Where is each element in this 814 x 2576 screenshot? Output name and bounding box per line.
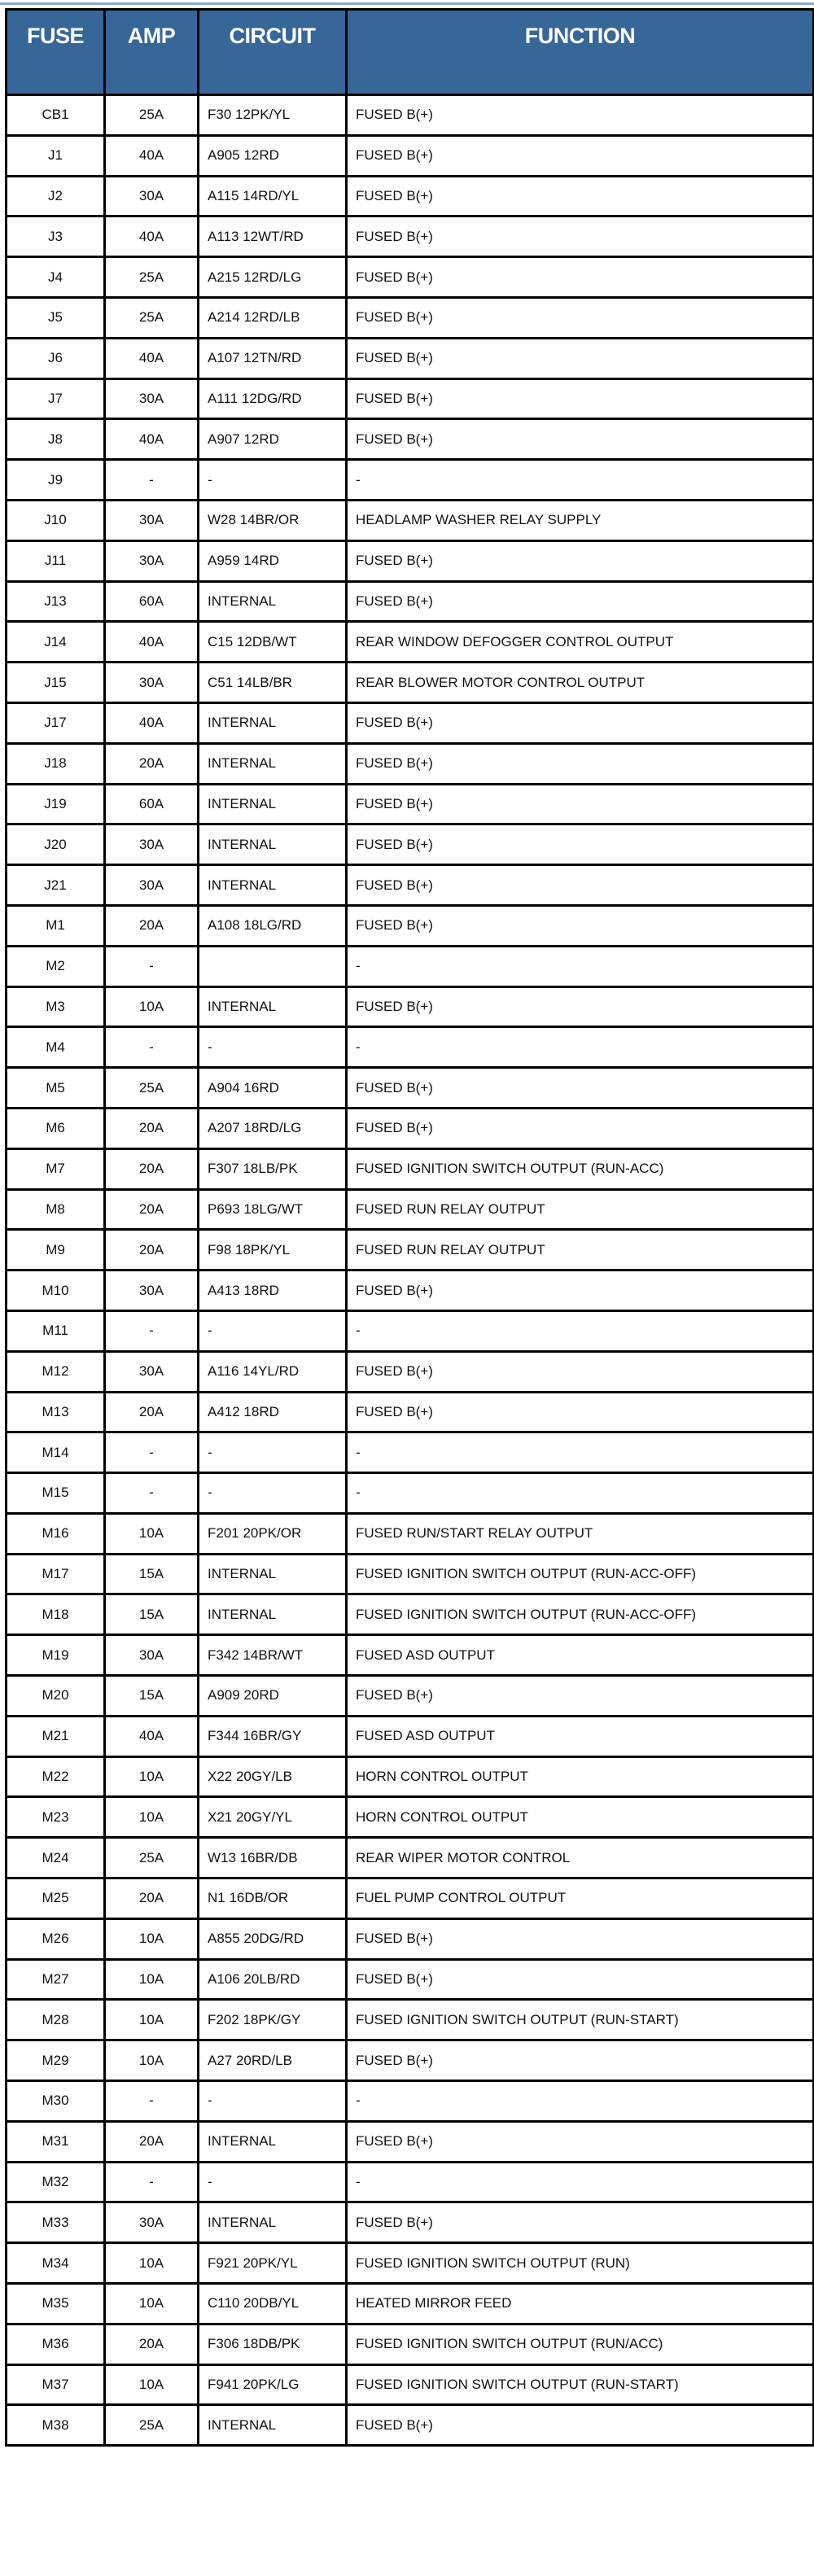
- cell-function: FUSED B(+): [347, 338, 814, 378]
- cell-circuit: A215 12RD/LG: [199, 257, 347, 298]
- cell-fuse: J1: [7, 135, 105, 176]
- cell-amp: 25A: [105, 1068, 199, 1109]
- cell-circuit: A115 14RD/YL: [199, 176, 347, 216]
- cell-fuse: M21: [7, 1716, 105, 1756]
- cell-amp: 30A: [105, 540, 199, 581]
- cell-circuit: INTERNAL: [199, 824, 347, 865]
- cell-function: FUSED IGNITION SWITCH OUTPUT (RUN): [347, 2243, 814, 2284]
- table-row: [7, 2040, 814, 2081]
- cell-fuse: J4: [7, 257, 105, 298]
- cell-function: -: [347, 1027, 814, 1068]
- cell-fuse: J6: [7, 338, 105, 378]
- table-row: [7, 1676, 814, 1717]
- cell-amp: 20A: [105, 1878, 199, 1919]
- cell-function: FUSED ASD OUTPUT: [347, 1635, 814, 1676]
- table-row: [7, 1189, 814, 1230]
- cell-circuit: INTERNAL: [199, 2405, 347, 2446]
- cell-circuit: A107 12TN/RD: [199, 338, 347, 378]
- cell-circuit: F344 16BR/GY: [199, 1716, 347, 1756]
- cell-amp: 10A: [105, 1918, 199, 1959]
- cell-function: -: [347, 2162, 814, 2202]
- table-row: [7, 500, 814, 540]
- cell-function: FUSED IGNITION SWITCH OUTPUT (RUN-ACC): [347, 1148, 814, 1189]
- table-row: [7, 1797, 814, 1838]
- cell-fuse: CB1: [7, 95, 105, 136]
- cell-fuse: J13: [7, 581, 105, 622]
- table-row: [7, 1716, 814, 1756]
- cell-fuse: M31: [7, 2121, 105, 2162]
- cell-circuit: INTERNAL: [199, 743, 347, 784]
- cell-amp: 25A: [105, 1838, 199, 1878]
- cell-circuit: P693 18LG/WT: [199, 1189, 347, 1230]
- cell-function: FUSED IGNITION SWITCH OUTPUT (RUN-ACC-OFF): [347, 1594, 814, 1635]
- cell-function: FUSED B(+): [347, 2202, 814, 2243]
- cell-function: FUSED B(+): [347, 1392, 814, 1432]
- table-row: [7, 1068, 814, 1109]
- cell-amp: 40A: [105, 622, 199, 663]
- cell-fuse: M6: [7, 1108, 105, 1148]
- cell-amp: 30A: [105, 378, 199, 419]
- cell-function: FUSED B(+): [347, 824, 814, 865]
- cell-circuit: A959 14RD: [199, 540, 347, 581]
- table-row: [7, 1271, 814, 1311]
- cell-circuit: A207 18RD/LG: [199, 1108, 347, 1148]
- table-row: [7, 1310, 814, 1351]
- cell-fuse: M18: [7, 1594, 105, 1635]
- cell-circuit: X22 20GY/LB: [199, 1756, 347, 1797]
- cell-function: FUSED B(+): [347, 986, 814, 1027]
- cell-fuse: M26: [7, 1918, 105, 1959]
- cell-circuit: -: [199, 2162, 347, 2202]
- table-row: [7, 663, 814, 703]
- cell-circuit: A111 12DG/RD: [199, 378, 347, 419]
- cell-circuit: [199, 946, 347, 986]
- cell-function: FUSED B(+): [347, 95, 814, 136]
- table-row: [7, 419, 814, 460]
- cell-function: FUSED IGNITION SWITCH OUTPUT (RUN-START): [347, 2364, 814, 2405]
- table-row: [7, 2405, 814, 2446]
- cell-circuit: X21 20GY/YL: [199, 1797, 347, 1838]
- table-row: [7, 2324, 814, 2364]
- cell-fuse: J7: [7, 378, 105, 419]
- cell-amp: 20A: [105, 1392, 199, 1432]
- cell-fuse: M4: [7, 1027, 105, 1068]
- cell-fuse: M12: [7, 1351, 105, 1392]
- cell-amp: 10A: [105, 1797, 199, 1838]
- cell-fuse: M16: [7, 1513, 105, 1554]
- cell-circuit: -: [199, 1027, 347, 1068]
- cell-amp: 40A: [105, 216, 199, 257]
- cell-circuit: A413 18RD: [199, 1271, 347, 1311]
- cell-fuse: M34: [7, 2243, 105, 2284]
- cell-circuit: -: [199, 1310, 347, 1351]
- cell-fuse: M15: [7, 1473, 105, 1514]
- cell-function: FUSED B(+): [347, 784, 814, 824]
- cell-function: FUSED B(+): [347, 176, 814, 216]
- table-row: [7, 581, 814, 622]
- cell-function: FUSED ASD OUTPUT: [347, 1716, 814, 1756]
- cell-function: FUSED B(+): [347, 1068, 814, 1109]
- cell-function: -: [347, 1473, 814, 1514]
- cell-amp: 60A: [105, 784, 199, 824]
- cell-circuit: INTERNAL: [199, 865, 347, 906]
- cell-fuse: J5: [7, 297, 105, 338]
- cell-fuse: M19: [7, 1635, 105, 1676]
- cell-fuse: J15: [7, 663, 105, 703]
- cell-amp: 40A: [105, 135, 199, 176]
- table-row: [7, 1554, 814, 1594]
- cell-function: FUSED B(+): [347, 1271, 814, 1311]
- cell-fuse: J19: [7, 784, 105, 824]
- table-row: [7, 135, 814, 176]
- cell-amp: 10A: [105, 1513, 199, 1554]
- cell-amp: 25A: [105, 2405, 199, 2446]
- cell-amp: 40A: [105, 702, 199, 743]
- table-row: [7, 2081, 814, 2122]
- cell-function: FUEL PUMP CONTROL OUTPUT: [347, 1878, 814, 1919]
- cell-function: FUSED B(+): [347, 2405, 814, 2446]
- cell-amp: -: [105, 1310, 199, 1351]
- cell-circuit: C15 12DB/WT: [199, 622, 347, 663]
- header-function: FUNCTION: [347, 10, 814, 95]
- cell-amp: 20A: [105, 2121, 199, 2162]
- cell-circuit: F201 20PK/OR: [199, 1513, 347, 1554]
- cell-fuse: M38: [7, 2405, 105, 2446]
- cell-circuit: F306 18DB/PK: [199, 2324, 347, 2364]
- cell-fuse: J11: [7, 540, 105, 581]
- top-divider-line: [0, 2, 814, 5]
- cell-amp: -: [105, 2081, 199, 2122]
- table-row: [7, 946, 814, 986]
- cell-function: FUSED B(+): [347, 1108, 814, 1148]
- cell-fuse: J17: [7, 702, 105, 743]
- cell-circuit: INTERNAL: [199, 2121, 347, 2162]
- cell-function: FUSED B(+): [347, 865, 814, 906]
- cell-fuse: M17: [7, 1554, 105, 1594]
- table-row: [7, 2121, 814, 2162]
- cell-amp: 30A: [105, 500, 199, 540]
- cell-fuse: J18: [7, 743, 105, 784]
- cell-function: FUSED B(+): [347, 2040, 814, 2081]
- cell-circuit: C51 14LB/BR: [199, 663, 347, 703]
- cell-circuit: INTERNAL: [199, 702, 347, 743]
- table-row: [7, 1756, 814, 1797]
- cell-circuit: INTERNAL: [199, 1554, 347, 1594]
- table-row: [7, 1878, 814, 1919]
- table-row: [7, 176, 814, 216]
- cell-fuse: M5: [7, 1068, 105, 1109]
- cell-amp: 10A: [105, 2000, 199, 2040]
- cell-amp: 10A: [105, 1756, 199, 1797]
- table-row: [7, 1594, 814, 1635]
- table-row: [7, 257, 814, 298]
- cell-function: FUSED B(+): [347, 2121, 814, 2162]
- cell-function: -: [347, 2081, 814, 2122]
- cell-amp: 30A: [105, 865, 199, 906]
- cell-function: FUSED B(+): [347, 1918, 814, 1959]
- table-row: [7, 378, 814, 419]
- cell-circuit: W13 16BR/DB: [199, 1838, 347, 1878]
- cell-amp: 30A: [105, 1635, 199, 1676]
- cell-amp: 40A: [105, 1716, 199, 1756]
- cell-amp: 30A: [105, 176, 199, 216]
- cell-circuit: C110 20DB/YL: [199, 2284, 347, 2325]
- cell-fuse: M20: [7, 1676, 105, 1717]
- table-row: [7, 622, 814, 663]
- cell-amp: 25A: [105, 95, 199, 136]
- cell-circuit: F307 18LB/PK: [199, 1148, 347, 1189]
- cell-function: FUSED B(+): [347, 743, 814, 784]
- table-row: [7, 1918, 814, 1959]
- cell-amp: -: [105, 1473, 199, 1514]
- cell-amp: 10A: [105, 2284, 199, 2325]
- cell-circuit: A108 18LG/RD: [199, 905, 347, 946]
- cell-amp: 10A: [105, 1959, 199, 2000]
- table-row: [7, 460, 814, 501]
- cell-amp: -: [105, 946, 199, 986]
- cell-amp: 60A: [105, 581, 199, 622]
- cell-circuit: F921 20PK/YL: [199, 2243, 347, 2284]
- cell-circuit: F98 18PK/YL: [199, 1230, 347, 1271]
- cell-fuse: M13: [7, 1392, 105, 1432]
- cell-fuse: M1: [7, 905, 105, 946]
- table-row: [7, 540, 814, 581]
- cell-amp: 10A: [105, 2243, 199, 2284]
- cell-amp: 10A: [105, 986, 199, 1027]
- cell-fuse: M33: [7, 2202, 105, 2243]
- cell-circuit: N1 16DB/OR: [199, 1878, 347, 1919]
- cell-fuse: J2: [7, 176, 105, 216]
- cell-circuit: A855 20DG/RD: [199, 1918, 347, 1959]
- cell-circuit: A907 12RD: [199, 419, 347, 460]
- cell-circuit: F202 18PK/GY: [199, 2000, 347, 2040]
- cell-function: -: [347, 1432, 814, 1473]
- cell-amp: 15A: [105, 1676, 199, 1717]
- cell-amp: 20A: [105, 1230, 199, 1271]
- table-row: [7, 216, 814, 257]
- cell-function: -: [347, 1310, 814, 1351]
- cell-function: REAR WIPER MOTOR CONTROL: [347, 1838, 814, 1878]
- cell-amp: 30A: [105, 1351, 199, 1392]
- cell-circuit: F30 12PK/YL: [199, 95, 347, 136]
- table-row: [7, 338, 814, 378]
- cell-amp: 25A: [105, 297, 199, 338]
- cell-fuse: M23: [7, 1797, 105, 1838]
- cell-function: REAR BLOWER MOTOR CONTROL OUTPUT: [347, 663, 814, 703]
- cell-circuit: A909 20RD: [199, 1676, 347, 1717]
- cell-function: REAR WINDOW DEFOGGER CONTROL OUTPUT: [347, 622, 814, 663]
- fuse-table: [5, 8, 814, 2447]
- cell-fuse: M7: [7, 1148, 105, 1189]
- cell-amp: -: [105, 460, 199, 501]
- cell-amp: 15A: [105, 1554, 199, 1594]
- cell-function: HORN CONTROL OUTPUT: [347, 1797, 814, 1838]
- cell-amp: 40A: [105, 338, 199, 378]
- cell-circuit: A113 12WT/RD: [199, 216, 347, 257]
- cell-fuse: J20: [7, 824, 105, 865]
- cell-fuse: J9: [7, 460, 105, 501]
- table-header-row: [7, 10, 814, 95]
- cell-circuit: INTERNAL: [199, 986, 347, 1027]
- cell-fuse: M10: [7, 1271, 105, 1311]
- table-row: [7, 784, 814, 824]
- cell-fuse: J8: [7, 419, 105, 460]
- cell-circuit: A116 14YL/RD: [199, 1351, 347, 1392]
- cell-amp: -: [105, 2162, 199, 2202]
- cell-circuit: INTERNAL: [199, 2202, 347, 2243]
- cell-amp: 20A: [105, 2324, 199, 2364]
- cell-fuse: M32: [7, 2162, 105, 2202]
- cell-function: FUSED B(+): [347, 378, 814, 419]
- cell-fuse: M9: [7, 1230, 105, 1271]
- cell-circuit: INTERNAL: [199, 784, 347, 824]
- cell-circuit: F941 20PK/LG: [199, 2364, 347, 2405]
- cell-amp: 25A: [105, 257, 199, 298]
- cell-circuit: A106 20LB/RD: [199, 1959, 347, 2000]
- cell-amp: 10A: [105, 2040, 199, 2081]
- cell-function: FUSED B(+): [347, 1676, 814, 1717]
- cell-amp: 30A: [105, 824, 199, 865]
- cell-fuse: J3: [7, 216, 105, 257]
- table-row: [7, 1392, 814, 1432]
- cell-function: FUSED B(+): [347, 297, 814, 338]
- cell-fuse: M25: [7, 1878, 105, 1919]
- cell-amp: 15A: [105, 1594, 199, 1635]
- table-row: [7, 2162, 814, 2202]
- cell-function: FUSED IGNITION SWITCH OUTPUT (RUN-ACC-OFF): [347, 1554, 814, 1594]
- table-row: [7, 702, 814, 743]
- cell-circuit: A904 16RD: [199, 1068, 347, 1109]
- cell-fuse: M29: [7, 2040, 105, 2081]
- cell-function: HORN CONTROL OUTPUT: [347, 1756, 814, 1797]
- cell-circuit: -: [199, 1432, 347, 1473]
- cell-circuit: F342 14BR/WT: [199, 1635, 347, 1676]
- table-row: [7, 2000, 814, 2040]
- cell-function: FUSED RUN RELAY OUTPUT: [347, 1189, 814, 1230]
- cell-circuit: A27 20RD/LB: [199, 2040, 347, 2081]
- cell-amp: 20A: [105, 905, 199, 946]
- cell-fuse: M27: [7, 1959, 105, 2000]
- cell-amp: 30A: [105, 663, 199, 703]
- table-row: [7, 1230, 814, 1271]
- cell-function: FUSED B(+): [347, 581, 814, 622]
- cell-function: FUSED B(+): [347, 702, 814, 743]
- cell-fuse: M8: [7, 1189, 105, 1230]
- table-row: [7, 865, 814, 906]
- table-row: [7, 1473, 814, 1514]
- cell-fuse: M30: [7, 2081, 105, 2122]
- cell-amp: -: [105, 1432, 199, 1473]
- cell-function: HEADLAMP WASHER RELAY SUPPLY: [347, 500, 814, 540]
- cell-fuse: M24: [7, 1838, 105, 1878]
- cell-function: HEATED MIRROR FEED: [347, 2284, 814, 2325]
- cell-fuse: M22: [7, 1756, 105, 1797]
- table-row: [7, 1351, 814, 1392]
- cell-function: FUSED RUN RELAY OUTPUT: [347, 1230, 814, 1271]
- cell-amp: 30A: [105, 2202, 199, 2243]
- cell-function: FUSED B(+): [347, 216, 814, 257]
- cell-fuse: M11: [7, 1310, 105, 1351]
- cell-function: FUSED B(+): [347, 905, 814, 946]
- cell-fuse: J21: [7, 865, 105, 906]
- cell-amp: 20A: [105, 1108, 199, 1148]
- table-row: [7, 1108, 814, 1148]
- table-body: [7, 95, 814, 2446]
- cell-amp: 20A: [105, 743, 199, 784]
- table-row: [7, 905, 814, 946]
- table-row: [7, 1027, 814, 1068]
- cell-amp: 20A: [105, 1148, 199, 1189]
- cell-fuse: M2: [7, 946, 105, 986]
- cell-function: FUSED B(+): [347, 1959, 814, 2000]
- cell-amp: -: [105, 1027, 199, 1068]
- cell-fuse: M14: [7, 1432, 105, 1473]
- cell-fuse: M3: [7, 986, 105, 1027]
- cell-circuit: W28 14BR/OR: [199, 500, 347, 540]
- header-fuse: FUSE: [7, 10, 105, 95]
- cell-fuse: M28: [7, 2000, 105, 2040]
- table-row: [7, 1838, 814, 1878]
- table-row: [7, 1432, 814, 1473]
- cell-circuit: -: [199, 2081, 347, 2122]
- table-row: [7, 986, 814, 1027]
- cell-amp: 30A: [105, 1271, 199, 1311]
- cell-function: FUSED IGNITION SWITCH OUTPUT (RUN-START): [347, 2000, 814, 2040]
- table-row: [7, 1148, 814, 1189]
- cell-amp: 40A: [105, 419, 199, 460]
- cell-circuit: INTERNAL: [199, 581, 347, 622]
- table-row: [7, 2202, 814, 2243]
- cell-circuit: A214 12RD/LB: [199, 297, 347, 338]
- table-row: [7, 2284, 814, 2325]
- cell-circuit: A412 18RD: [199, 1392, 347, 1432]
- cell-fuse: J14: [7, 622, 105, 663]
- cell-amp: 20A: [105, 1189, 199, 1230]
- table-row: [7, 2364, 814, 2405]
- cell-fuse: M36: [7, 2324, 105, 2364]
- cell-function: FUSED B(+): [347, 257, 814, 298]
- table-row: [7, 95, 814, 136]
- table-row: [7, 1635, 814, 1676]
- cell-fuse: J10: [7, 500, 105, 540]
- table-row: [7, 1959, 814, 2000]
- table-row: [7, 1513, 814, 1554]
- cell-function: FUSED B(+): [347, 1351, 814, 1392]
- table-row: [7, 2243, 814, 2284]
- cell-function: FUSED RUN/START RELAY OUTPUT: [347, 1513, 814, 1554]
- header-circuit: CIRCUIT: [199, 10, 347, 95]
- table-row: [7, 824, 814, 865]
- table-row: [7, 743, 814, 784]
- table-row: [7, 297, 814, 338]
- cell-function: FUSED B(+): [347, 135, 814, 176]
- cell-circuit: -: [199, 460, 347, 501]
- cell-function: FUSED B(+): [347, 419, 814, 460]
- cell-function: FUSED B(+): [347, 540, 814, 581]
- cell-function: FUSED IGNITION SWITCH OUTPUT (RUN/ACC): [347, 2324, 814, 2364]
- cell-circuit: -: [199, 1473, 347, 1514]
- cell-fuse: M35: [7, 2284, 105, 2325]
- cell-function: -: [347, 460, 814, 501]
- cell-fuse: M37: [7, 2364, 105, 2405]
- cell-amp: 10A: [105, 2364, 199, 2405]
- cell-circuit: A905 12RD: [199, 135, 347, 176]
- header-amp: AMP: [105, 10, 199, 95]
- cell-function: -: [347, 946, 814, 986]
- cell-circuit: INTERNAL: [199, 1594, 347, 1635]
